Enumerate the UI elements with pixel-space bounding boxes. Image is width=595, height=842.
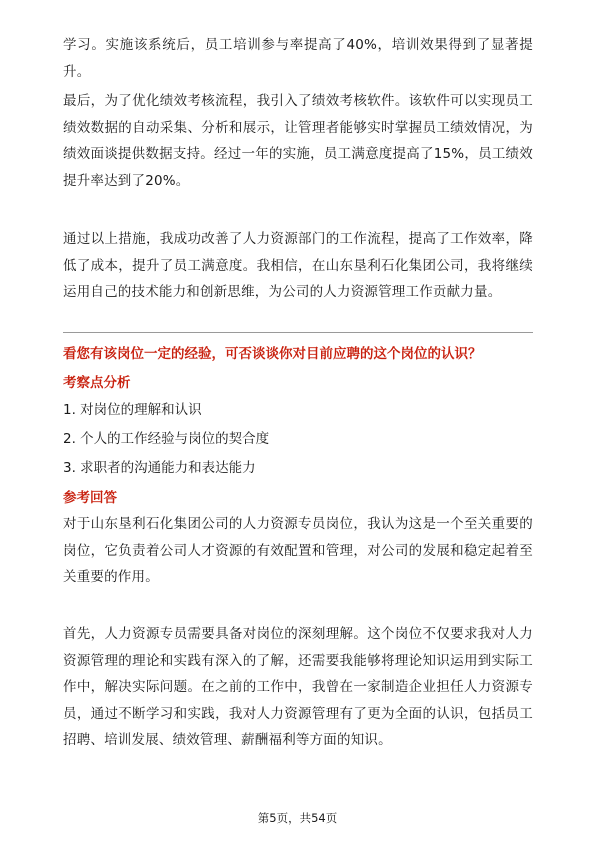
page-number-footer: 第5页，共54页 (257, 811, 338, 825)
answer-paragraph-first: 首先，人力资源专员需要具备对岗位的深刻理解。这个岗位不仅要求我对人力资源管理的理论和实践有深入的了解，还需要我能够将理论知识运用到实际工作中，解决实际问题。在之前的工作中，我曾在一家制造企业担任人力资源专员，通过不断学习和实践，我对人力资源管理有了更为全面的认识，包括员工招聘、培训发展、绩效管理、薪酬福利等方面的知识。 (63, 626, 533, 748)
analysis-item: 2. 个人的工作经验与岗位的契合度 (63, 431, 270, 447)
paragraph-conclusion: 通过以上措施，我成功改善了人力资源部门的工作流程，提高了工作效率，降低了成本，提升了员工满意度。我相信，在山东垦利石化集团公司，我将继续运用自己的技术能力和创新思维，为公司的人力资源管理工作贡献力量。 (63, 231, 533, 300)
analysis-item: 1. 对岗位的理解和认识 (63, 402, 202, 418)
paragraph-performance-software: 最后，为了优化绩效考核流程，我引入了绩效考核软件。该软件可以实现员工绩效数据的自动采集、分析和展示，让管理者能够实时掌握员工绩效情况，为绩效面谈提供数据支持。经过一年的实施，员工满意度提高了15%，员工绩效提升率达到了20%。 (63, 93, 533, 189)
section-divider (63, 332, 533, 333)
interview-question: 看您有该岗位一定的经验，可否谈谈你对目前应聘的这个岗位的认识？ (63, 346, 482, 362)
paragraph-training-result: 学习。实施该系统后，员工培训参与率提高了40%，培训效果得到了显著提升。 (63, 37, 533, 80)
answer-heading: 参考回答 (63, 490, 117, 506)
analysis-heading: 考察点分析 (63, 375, 131, 391)
analysis-item: 3. 求职者的沟通能力和表达能力 (63, 460, 256, 476)
answer-paragraph-intro: 对于山东垦利石化集团公司的人力资源专员岗位，我认为这是一个至关重要的岗位，它负责着公司人才资源的有效配置和管理，对公司的发展和稳定起着至关重要的作用。 (63, 516, 533, 585)
